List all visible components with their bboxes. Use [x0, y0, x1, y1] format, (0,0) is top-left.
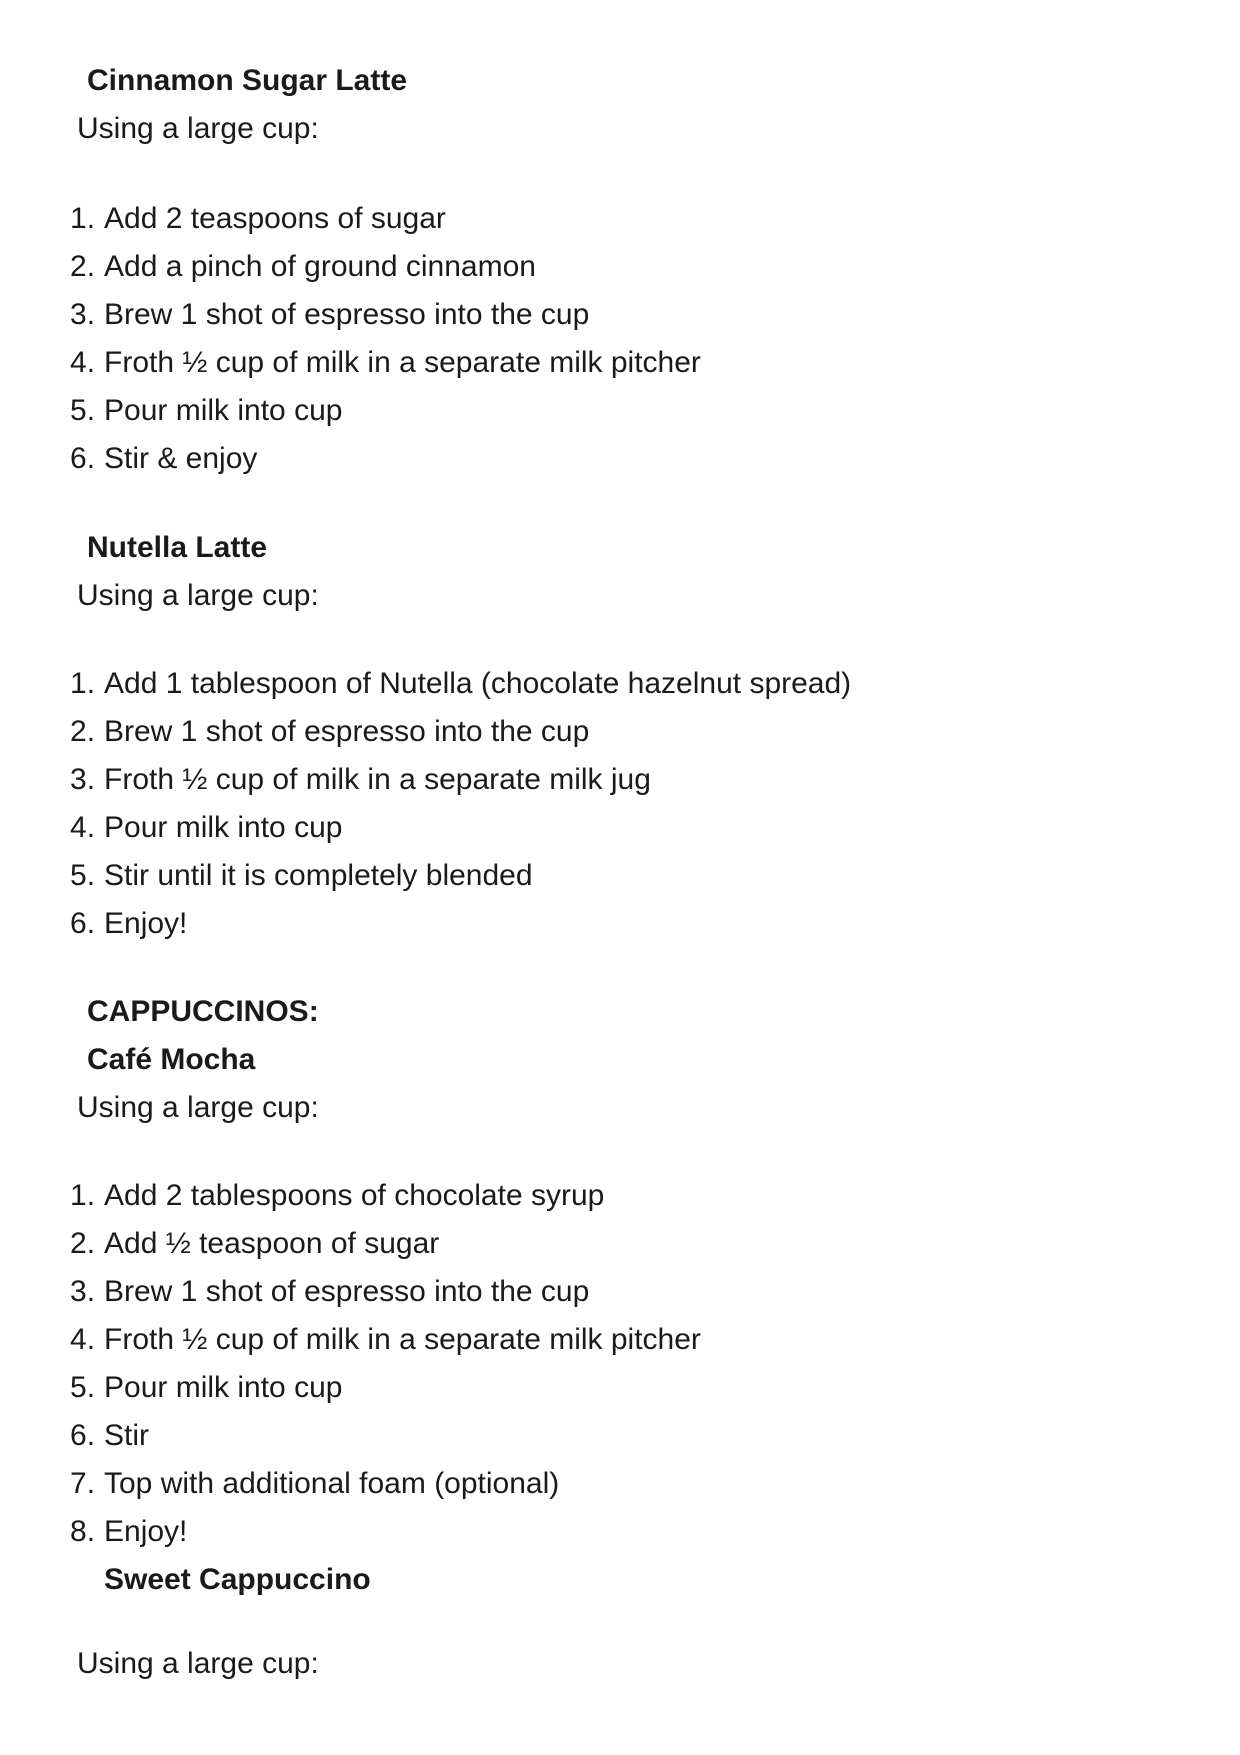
step-text: Add 2 teaspoons of sugar — [104, 202, 446, 235]
step-number — [70, 900, 104, 948]
step-text: Froth ½ cup of milk in a separate milk pitcher — [104, 346, 701, 379]
step-text: Pour milk into cup — [104, 394, 343, 427]
step-number — [70, 195, 104, 243]
step-item — [0, 708, 1240, 756]
step-text: Froth ½ cup of milk in a separate milk pitcher — [104, 1323, 701, 1356]
step-number — [70, 660, 104, 708]
step-text: Top with additional foam (optional) — [104, 1467, 560, 1500]
recipe-intro: Using a large cup: — [77, 579, 319, 612]
step-text: Brew 1 shot of espresso into the cup — [104, 1275, 590, 1308]
step-text: Add 1 tablespoon of Nutella (chocolate hazelnut spread) — [104, 667, 852, 700]
step-item — [0, 1460, 1240, 1508]
step-item — [0, 1268, 1240, 1316]
step-text: Enjoy! — [104, 907, 188, 940]
step-text: Enjoy! — [104, 1515, 188, 1548]
recipe-steps — [0, 195, 1240, 483]
step-item — [0, 435, 1240, 483]
step-text: Add ½ teaspoon of sugar — [104, 1227, 440, 1260]
recipe-intro: Using a large cup: — [77, 1647, 319, 1680]
step-item — [0, 1220, 1240, 1268]
step-item — [0, 387, 1240, 435]
step-item — [0, 195, 1240, 243]
step-number — [70, 339, 104, 387]
step-text: Pour milk into cup — [104, 1371, 343, 1404]
step-item — [0, 243, 1240, 291]
step-item — [0, 1364, 1240, 1412]
step-text: Stir until it is completely blended — [104, 859, 533, 892]
step-text: Froth ½ cup of milk in a separate milk jug — [104, 763, 651, 796]
step-number — [70, 435, 104, 483]
step-number — [70, 1220, 104, 1268]
step-item — [0, 339, 1240, 387]
step-number — [70, 1364, 104, 1412]
step-item — [0, 660, 1240, 708]
step-text: Pour milk into cup — [104, 811, 343, 844]
step-number — [70, 243, 104, 291]
recipe-title-cinnamon-sugar-latte: Cinnamon Sugar Latte — [87, 64, 408, 97]
step-item — [0, 1316, 1240, 1364]
recipe-steps — [0, 1172, 1240, 1556]
recipe-title-sweet-cappuccino: Sweet Cappuccino — [104, 1563, 371, 1596]
recipe-title-nutella-latte: Nutella Latte — [87, 531, 268, 564]
step-text: Brew 1 shot of espresso into the cup — [104, 298, 590, 331]
category-heading-cappuccinos: CAPPUCCINOS: — [87, 995, 319, 1028]
recipe-intro: Using a large cup: — [77, 112, 319, 145]
step-text: Brew 1 shot of espresso into the cup — [104, 715, 590, 748]
step-number — [70, 387, 104, 435]
step-text: Add a pinch of ground cinnamon — [104, 250, 536, 283]
step-item — [0, 900, 1240, 948]
step-number — [70, 804, 104, 852]
step-text: Stir — [104, 1419, 149, 1452]
step-item — [0, 1508, 1240, 1556]
step-item — [0, 1412, 1240, 1460]
step-number — [70, 1268, 104, 1316]
recipe-title-cafe-mocha: Café Mocha — [87, 1043, 256, 1076]
step-number — [70, 1412, 104, 1460]
step-item — [0, 291, 1240, 339]
step-number — [70, 291, 104, 339]
step-item — [0, 804, 1240, 852]
step-number — [70, 1460, 104, 1508]
step-number — [70, 708, 104, 756]
recipe-steps — [0, 660, 1240, 948]
recipe-intro: Using a large cup: — [77, 1091, 319, 1124]
step-text: Stir & enjoy — [104, 442, 258, 475]
step-item — [0, 852, 1240, 900]
step-item — [0, 1172, 1240, 1220]
step-number — [70, 852, 104, 900]
step-number — [70, 1316, 104, 1364]
step-text: Add 2 tablespoons of chocolate syrup — [104, 1179, 605, 1212]
step-number — [70, 1508, 104, 1556]
step-item — [0, 756, 1240, 804]
step-number — [70, 1172, 104, 1220]
step-number — [70, 756, 104, 804]
